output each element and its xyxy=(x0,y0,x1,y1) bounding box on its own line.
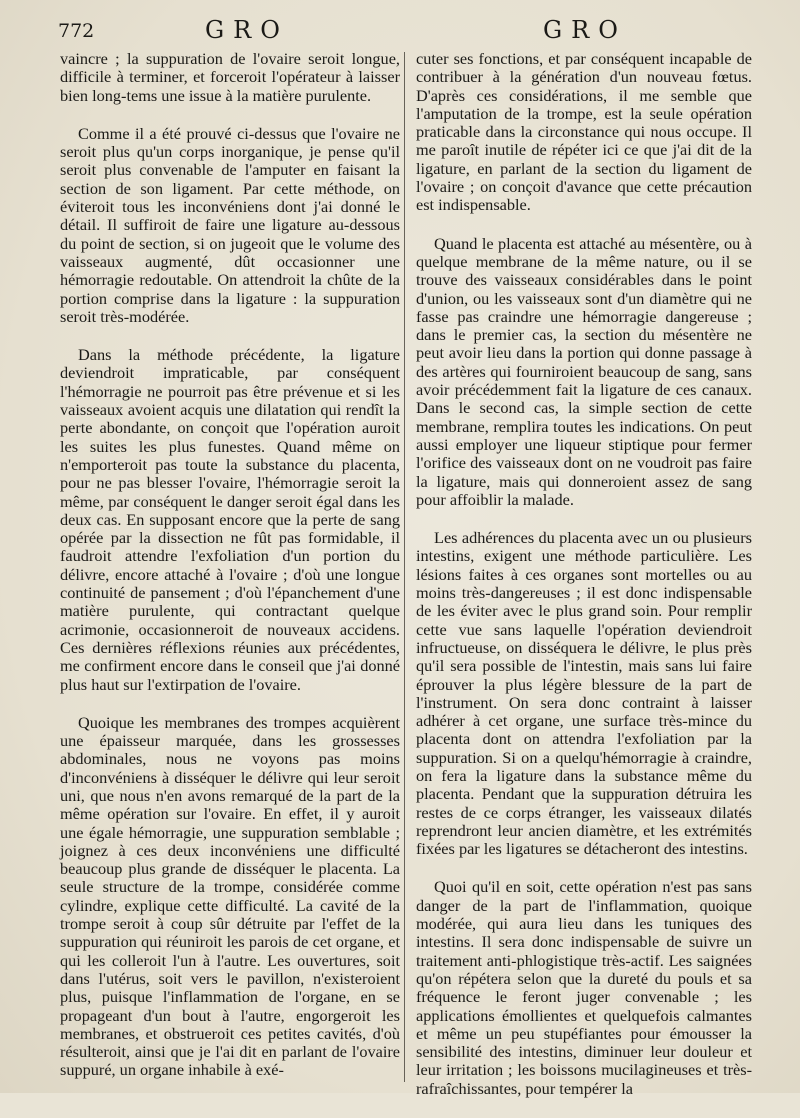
column-divider xyxy=(404,52,405,1082)
paragraph: Comme il a été prouvé ci-dessus que l'ovaire ne seroit plus qu'un corps inorganique, je pense qu'il seroit plus convenable de l'amputer en faisant la section de son ligament. Par cette méthode, on éviteroit tous les inconvéniens dont j'ai donné le détail. Il suffiroit de faire une ligature au-dessous du point de section, si on jugeoit que le volume des vaisseaux augmenté, dût occasionner une hémorragie redoutable. On attendroit la chûte de la portion comprise dans la ligature : la suppuration seroit très-modérée. xyxy=(60,123,400,326)
left-column xyxy=(60,50,400,1100)
paragraph: cuter ses fonctions, et par conséquent incapable de contribuer à la génération d'un nouveau fœtus. D'après ces considérations, il me semble que l'amputation de la trompe, est la seule opération praticable dans la circonstance qui nous occupe. Il me paroît inutile de répéter ici ce que j'ai dit de la ligature, en parlant de la section du ligament de l'ovaire ; on conçoit d'avance que cette précaution est indispensable. xyxy=(416,49,752,215)
paragraph: Quand le placenta est attaché au mésentère, ou à quelque membrane de la même nature, ou il se trouve des vaisseaux considérables dans le point d'union, ou les vaisseaux sont d'un diamètre qui ne fasse pas craindre une hémorragie dangereuse ; dans le premier cas, la section du mésentère ne peut avoir lieu dans la portion qui donne passage à des artères qui fourniroient beaucoup de sang, sans avoir précédemment fait la ligature de ces canaux. Dans le second cas, la simple section de cette membrane, remplira toutes les indications. On peut aussi employer une liqueur stiptique pour fermer l'orifice des vaisseaux dont on ne voudroit pas faire la ligature, mais qui donneroient assez de sang pour affoiblir la malade. xyxy=(416,233,752,509)
right-column xyxy=(416,50,752,1118)
paragraph: Quoi qu'il en soit, cette opération n'est pas sans danger de la part de l'inflammation, quoique modérée, qui aura lieu dans les tuniques des intestins. Il sera donc indispensable de suivre un traitement anti-phlogistique très-actif. Les saignées qu'on répétera selon que la dureté du pouls et sa fréquence le feront juger convenable ; les applications émollientes et quelquefois calmantes et même un peu stupéfiantes pour émousser la sensibilité des intestins, diminuer leur douleur et leur irritation ; les boissons mucilagineuses et très-rafraîchissantes, pour tempérer la xyxy=(416,877,752,1098)
page-number: 772 xyxy=(58,20,95,42)
running-head-right: GRO xyxy=(543,16,627,44)
page-header xyxy=(0,14,800,44)
paragraph: vaincre ; la suppuration de l'ovaire seroit longue, difficile à terminer, et forceroit l'opérateur à laisser bien long-tems une issue à la matière purulente. xyxy=(60,49,400,105)
paragraph: Quoique les membranes des trompes acquièrent une épaisseur marquée, dans les grossesses abdominales, nous ne voyons pas moins d'inconvéniens à disséquer le délivre qui leur seroit uni, que nous n'en avons remarqué de la part de la même opération sur l'ovaire. En effet, il y auroit une égale hémorragie, une suppuration semblable ; joignez à ces deux inconvéniens une difficulté beaucoup plus grande de disséquer le placenta. La seule structure de la trompe, considérée comme cylindre, explique cette difficulté. La cavité de la trompe seroit à coup sûr détruite par l'effet de la suppuration qui réuniroit les parois de cet organe, et qui les colleroit l'un à l'autre. Les ouvertures, soit dans l'utérus, soit vers le pavillon, n'existeroient plus, puisque l'inflammation de l'organe, en se propageant d'un bout à l'autre, engorgeroit les membranes, et obstrueroit ces petites cavités, d'où résulteroit, ainsi que je l'ai dit en parlant de l'ovaire suppuré, un organe inhabile à exé- xyxy=(60,712,400,1080)
paragraph: Dans la méthode précédente, la ligature deviendroit impraticable, par conséquent l'hémorragie ne pourroit pas être prévenue et si les vaisseaux avoient acquis une dilatation qui rendît la perte abondante, on conçoit que l'opération auroit les suites les plus funestes. Quand même on n'emporteroit pas toute la substance du placenta, pour ne pas blesser l'ovaire, l'hémorragie seroit la même, par conséquent le danger seroit égal dans les deux cas. En supposant encore que la perte de sang opérée par la dissection ne fût pas formidable, il faudroit attendre l'exfoliation d'un portion du délivre, encore attaché à l'ovaire ; d'où une longue continuité de pansement ; d'où l'épanchement d'une matière purulente, qui contractant quelque acrimonie, occasionneroit de nouveaux accidens. Ces dernières réflexions réunies aux précédentes, me confirment encore dans le conseil que j'ai donné plus haut sur l'extirpation de l'ovaire. xyxy=(60,345,400,694)
running-head-left: GRO xyxy=(205,16,289,44)
paragraph: Les adhérences du placenta avec un ou plusieurs intestins, exigent une méthode particulière. Les lésions faites à ces organes sont mortelles ou au moins très-dangereuses ; il est donc indispensable de les éviter avec le plus grand soin. Pour remplir cette vue sans laquelle l'opération deviendroit infructueuse, on disséquera le délivre, le plus près qu'il sera possible de l'intestin, mais sans lui faire éprouver la plus légère blessure de la part de l'instrument. On sera donc contraint à laisser adhérer à cet organe, une surface très-mince du placenta dont on attendra l'exfoliation par la suppuration. Si on a quelqu'hémorragie à craindre, on fera la ligature dans la substance même du placenta. Pendant que la suppuration détruira les restes de ce corps étranger, les vaisseaux dilatés reprendront leur ancien diamètre, et les extrémités fixées par les ligatures se détacheront des intestins. xyxy=(416,528,752,859)
